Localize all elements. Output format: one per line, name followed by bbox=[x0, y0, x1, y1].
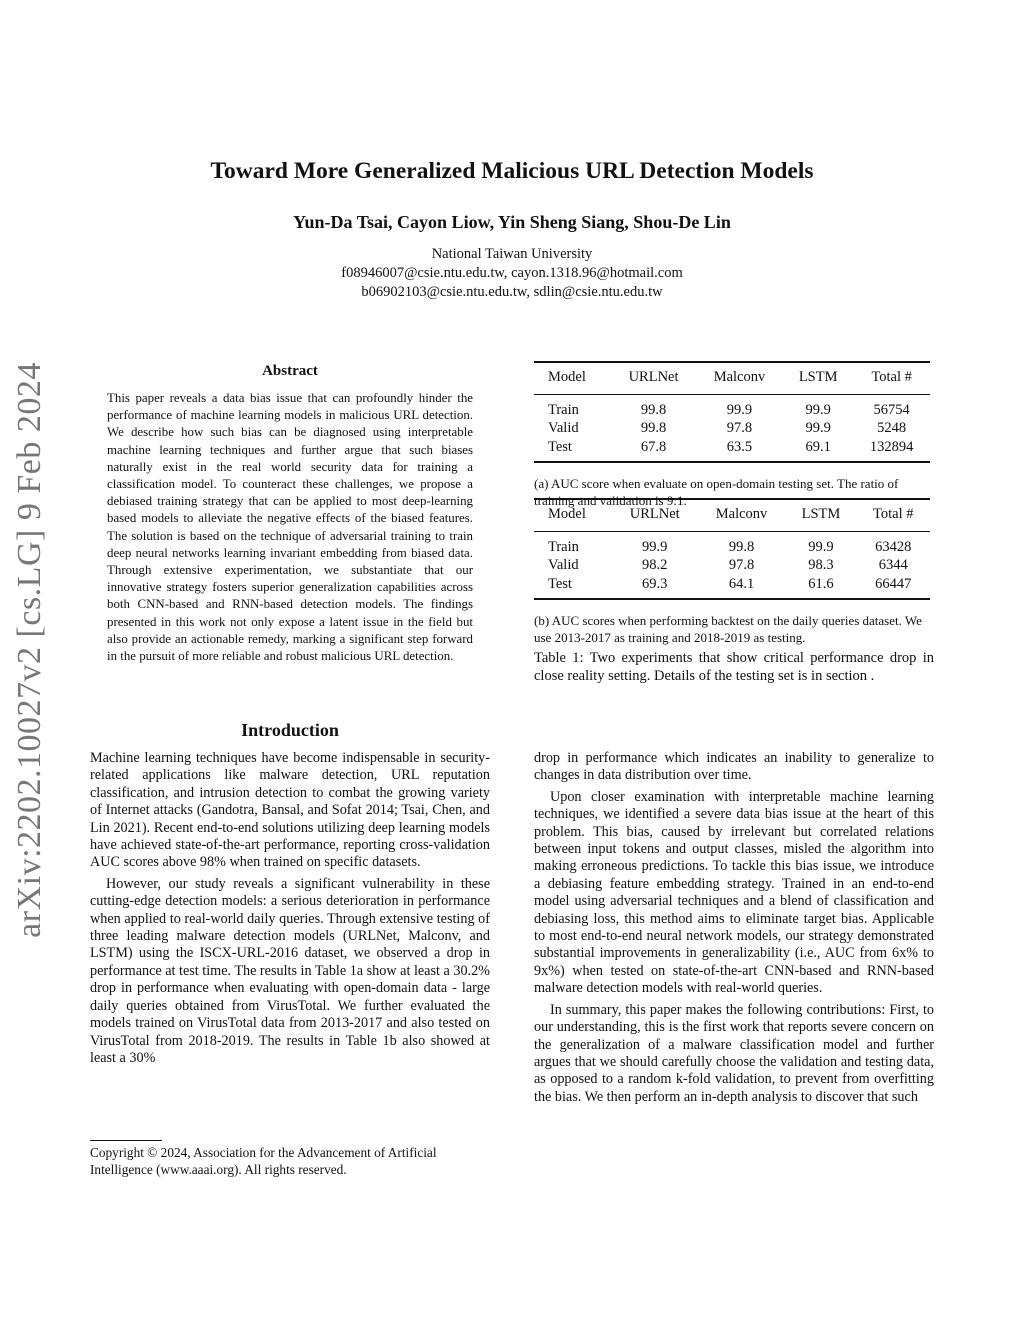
table-1b-block bbox=[534, 498, 934, 646]
table-row bbox=[534, 531, 930, 556]
table-cell: 69.3 bbox=[642, 575, 668, 592]
table-1-caption: Table 1: Two experiments that show critical performance drop in close reality setting. Details of the testing set is in section . bbox=[534, 650, 934, 684]
paper-title: Toward More Generalized Malicious URL Detection Models bbox=[210, 158, 814, 184]
table-cell: 63428 bbox=[875, 538, 912, 555]
intro-paragraph: In summary, this paper makes the following contributions: First, to our understanding, this is the first work that reports severe concern on the generalization of a malware classification model and further argues that we should carefully choose the validation and testing data, as opposed to a random k-fold validation, to prevent from overfitting the bias. We then perform an in-depth analysis to discover that such bbox=[534, 1001, 934, 1105]
table-1b-caption: (b) AUC scores when performing backtest on the daily queries dataset. We use 2013-2017 as training and 2018-2019 as testing. bbox=[534, 613, 922, 645]
table-1a-block bbox=[534, 361, 934, 509]
table-cell: 5248 bbox=[877, 420, 907, 436]
author-emails-1: f08946007@csie.ntu.edu.tw, cayon.1318.96@hotmail.com bbox=[341, 265, 683, 281]
footnote-rule bbox=[90, 1140, 162, 1141]
table-header-cell: URLNet bbox=[628, 369, 679, 385]
arxiv-id: arXiv:2202.10027v2 [cs.LG] 9 Feb 2024 bbox=[11, 362, 48, 938]
table-header-cell: Malconv bbox=[713, 369, 766, 385]
table-1b bbox=[534, 498, 930, 600]
table-header-cell: Malconv bbox=[715, 506, 768, 522]
introduction-heading: Introduction bbox=[241, 720, 339, 740]
author-emails-2: b06902103@csie.ntu.edu.tw, sdlin@csie.ntu.edu.tw bbox=[361, 284, 663, 300]
abstract-text: This paper reveals a data bias issue that can profoundly hinder the performance of machine learning models in malicious URL detection. We describe how such bias can be diagnosed using interpretable machine learning techniques and further argue that such biases naturally exist in the real world security data for training a classification model. To counteract these challenges, we propose a debiased training strategy that can be applied to most deep-learning based models to alleviate the negative effects of the biased features. The solution is based on the technique of adversarial training to train deep neural networks learning invariant embedding from biased data. Through extensive experimentation, we substantiate that our innovative strategy fosters superior generalization capabilities across both CNN-based and RNN-based detection models. The findings presented in this work not only expose a latent issue in the field but also provide an actionable remedy, marking a significant step forward in the pursuit of more reliable and robust malicious URL detection. bbox=[107, 391, 473, 664]
table-header-cell: Total # bbox=[873, 506, 914, 522]
intro-paragraph: Upon closer examination with interpretable machine learning techniques, we identified a severe data bias issue at the heart of this problem. This bias, caused by irrelevant but correlated relations between input tokens and output classes, misled the algorithm into making erroneous predictions. To tackle this bias issue, we introduce a debiasing feature embedding strategy. Trained in an end-to-end model using adversarial techniques and a blend of classification and debiasing loss, this method aims to eliminate target bias. Applicable to most end-to-end neural network models, our strategy demonstrated substantial improvements in generalizability (i.e., AUC from 6x% to 9x%) when tested on state-of-the-art CNN-based and RNN-based malware detection models with real-world queries. bbox=[534, 788, 934, 997]
author-list: Yun-Da Tsai, Cayon Liow, Yin Sheng Siang, Shou-De Lin bbox=[293, 212, 731, 232]
table-cell: 99.9 bbox=[808, 538, 834, 555]
table-1a bbox=[534, 361, 930, 463]
table-row bbox=[534, 575, 930, 600]
table-cell: 97.8 bbox=[726, 420, 753, 436]
table-cell: 99.8 bbox=[640, 401, 667, 418]
table-cell: 64.1 bbox=[728, 575, 755, 592]
table-cell: Valid bbox=[548, 420, 579, 436]
table-cell: Valid bbox=[548, 557, 579, 573]
table-cell: 99.9 bbox=[642, 538, 668, 555]
table-header-cell: URLNet bbox=[629, 506, 680, 522]
table-cell: Test bbox=[548, 575, 572, 592]
table-cell: Train bbox=[548, 401, 579, 418]
table-header-cell: LSTM bbox=[798, 369, 838, 385]
table-row bbox=[534, 394, 930, 419]
table-cell: 69.1 bbox=[805, 438, 831, 455]
introduction-right-column bbox=[534, 750, 934, 1110]
copyright-footnote: Copyright © 2024, Association for the Advancement of Artificial Intelligence (www.aaai.org). All rights reserved. bbox=[90, 1145, 437, 1177]
table-cell: 99.9 bbox=[726, 401, 753, 418]
table-header-row bbox=[534, 362, 930, 394]
intro-paragraph: However, our study reveals a significant vulnerability in these cutting-edge detection models: a serious deterioration in performance when applied to real-world daily queries. Through extensive testing of three leading malware detection models (URLNet, Malconv, and LSTM) using the ISCX-URL-2016 dataset, we observed a drop in performance at test time. The results in Table 1a show at least a 30.2% drop in performance when evaluating with open-domain data - large daily queries obtained from VirusTotal. We further evaluated the models trained on VirusTotal data from 2013-2017 and also tested on VirusTotal from 2018-2019. The results in Table 1b also showed at least a 30% bbox=[90, 875, 490, 1066]
table-cell: 56754 bbox=[873, 401, 910, 418]
table-header-cell: Model bbox=[548, 506, 586, 522]
arxiv-stamp bbox=[10, 360, 50, 940]
table-cell: 99.9 bbox=[805, 401, 831, 418]
table-cell: 97.8 bbox=[728, 557, 755, 573]
table-cell: 61.6 bbox=[808, 575, 834, 592]
table-row bbox=[534, 419, 930, 438]
table-header-cell: Total # bbox=[871, 369, 912, 385]
table-cell: 66447 bbox=[875, 575, 912, 592]
table-header-row bbox=[534, 499, 930, 531]
table-1a-caption: (a) AUC score when evaluate on open-domain testing set. The ratio of training and validation is 9:1. bbox=[534, 476, 899, 508]
table-cell: 132894 bbox=[869, 438, 914, 455]
introduction-left-column bbox=[90, 750, 490, 1071]
table-cell: 99.8 bbox=[640, 420, 667, 436]
table-cell: 63.5 bbox=[726, 438, 753, 455]
table-cell: 98.2 bbox=[642, 557, 668, 573]
table-cell: 99.9 bbox=[805, 420, 831, 436]
table-cell: 67.8 bbox=[640, 438, 667, 455]
table-cell: Test bbox=[548, 438, 572, 455]
table-header-cell: Model bbox=[548, 369, 586, 385]
table-row bbox=[534, 438, 930, 463]
table-cell: Train bbox=[548, 538, 579, 555]
table-cell: 6344 bbox=[878, 557, 908, 573]
abstract-heading: Abstract bbox=[262, 363, 318, 379]
intro-paragraph: Machine learning techniques have become indispensable in security-related applications like malware detection, URL reputation classification, and intrusion detection to combat the growing variety of Internet attacks (Gandotra, Bansal, and Sofat 2014; Tsai, Chen, and Lin 2021). Recent end-to-end solutions utilizing deep learning models have achieved state-of-the-art performance, reporting cross-validation AUC scores above 98% when trained on specific datasets. bbox=[90, 750, 490, 871]
table-header-cell: LSTM bbox=[801, 506, 841, 522]
table-cell: 99.8 bbox=[728, 538, 755, 555]
intro-paragraph: drop in performance which indicates an inability to generalize to changes in data distribution over time. bbox=[534, 750, 934, 784]
table-row bbox=[534, 556, 930, 575]
table-cell: 98.3 bbox=[808, 557, 834, 573]
affiliation: National Taiwan University bbox=[431, 246, 593, 262]
